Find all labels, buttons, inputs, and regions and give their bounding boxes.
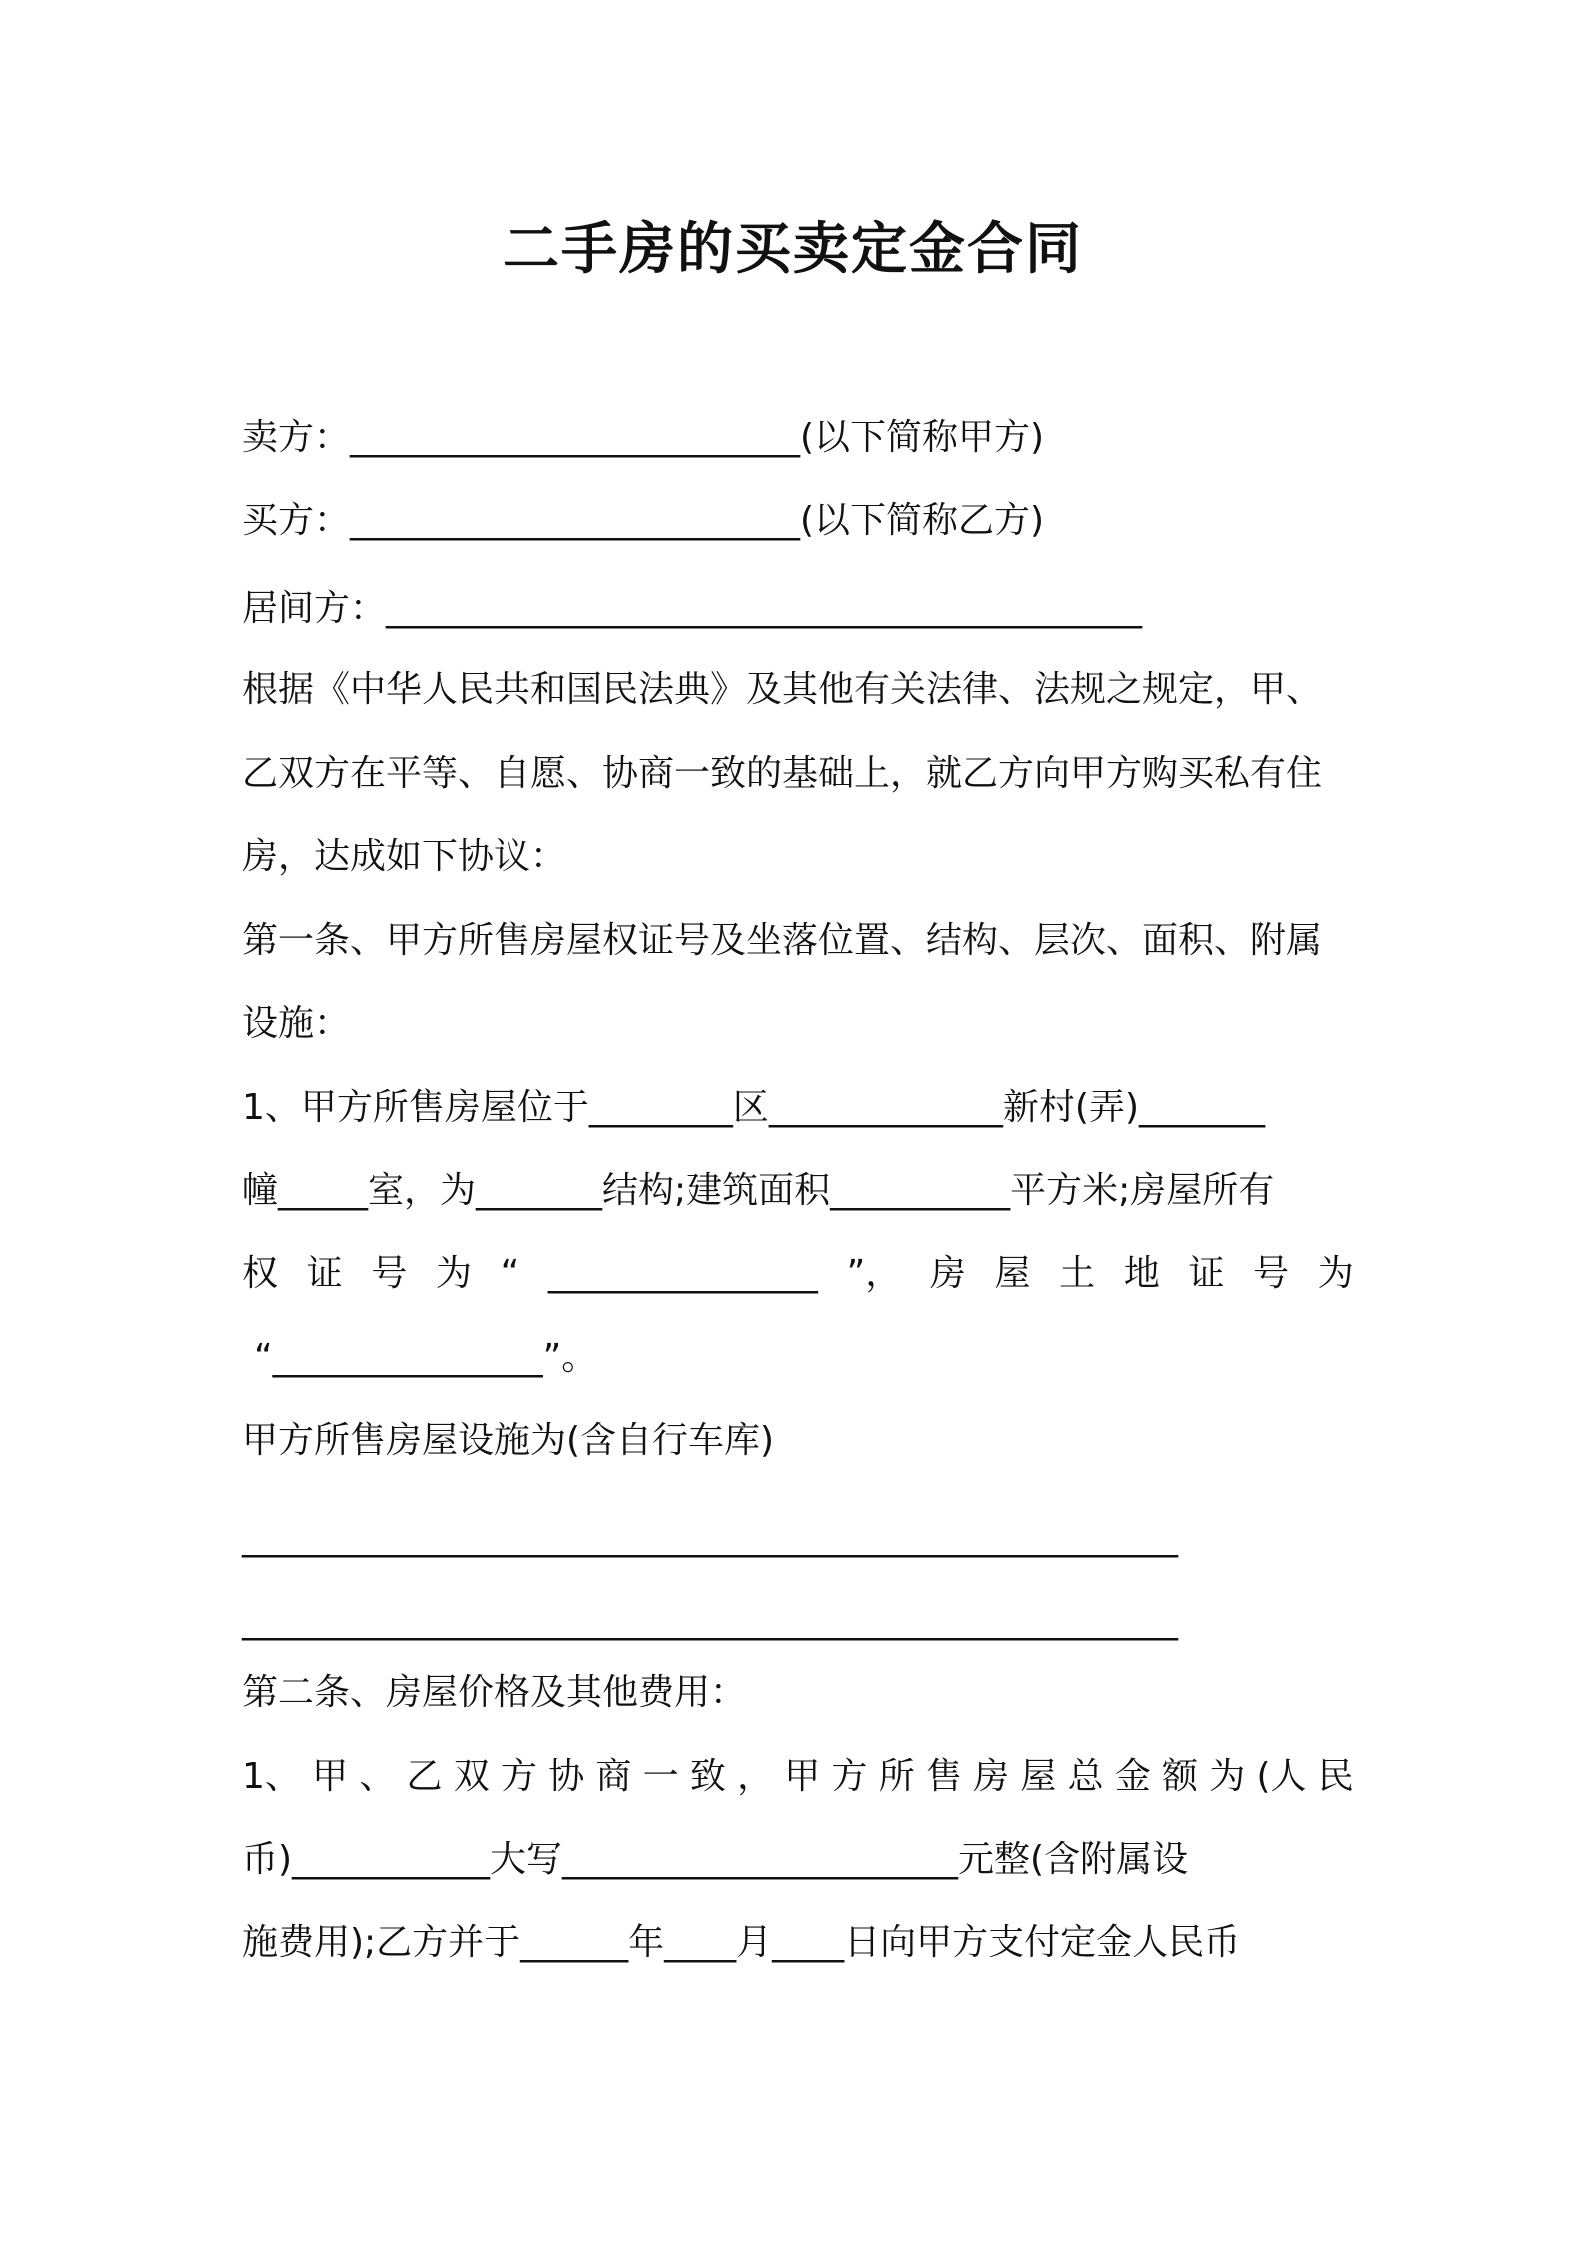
- spaced-char: 为: [1317, 1253, 1354, 1294]
- spaced-char: 售: [925, 1756, 962, 1797]
- spaced-char: 致: [689, 1756, 726, 1797]
- facilities-label: 甲方所售房屋设施为(含自行车库): [242, 1420, 775, 1461]
- certificate-blank: _______________: [547, 1253, 818, 1294]
- article-2-item-1: 施费用);乙方并于______年____月____日向甲方支付定金人民币: [242, 1922, 1241, 1963]
- buyer-line: 买方：_________________________(以下简称乙方): [242, 500, 1045, 541]
- spaced-char: 额: [1162, 1756, 1199, 1797]
- preamble-line: 乙双方在平等、自愿、协商一致的基础上，就乙方向甲方购买私有住: [242, 753, 1323, 794]
- spaced-char: 双: [453, 1756, 490, 1797]
- article-1-heading: 设施：: [242, 1003, 351, 1044]
- spaced-char: “: [500, 1253, 520, 1294]
- spaced-char: 协: [548, 1756, 585, 1797]
- spaced-char: 屋: [1020, 1756, 1057, 1797]
- spaced-char: 、: [359, 1756, 396, 1797]
- spaced-char: 1、: [242, 1756, 301, 1797]
- article-2-item-1: 币)___________大写______________________元整(含附属设: [242, 1839, 1189, 1880]
- spaced-char: 证: [1188, 1253, 1225, 1294]
- spaced-char: 甲: [784, 1756, 821, 1797]
- article-1-item-1-justified: [242, 1250, 1354, 1298]
- article-1-item-1: 1、甲方所售房屋位于________区_____________新村(弄)_______: [242, 1087, 1265, 1128]
- blank-fill-line: ____________________________________________________: [242, 1600, 1178, 1641]
- spaced-char: 所: [878, 1756, 915, 1797]
- spaced-char: 地: [1123, 1253, 1160, 1294]
- spaced-char: (人: [1256, 1756, 1307, 1797]
- spaced-char: 为: [435, 1253, 472, 1294]
- spaced-char: 房: [973, 1756, 1010, 1797]
- seller-line: 卖方：_________________________(以下简称甲方): [242, 417, 1045, 458]
- spaced-char: 一: [642, 1756, 679, 1797]
- spaced-char: 甲: [312, 1756, 349, 1797]
- preamble-line: 房，达成如下协议：: [242, 836, 567, 877]
- spaced-char: 土: [1059, 1253, 1096, 1294]
- article-2-item-1-justified: [242, 1753, 1354, 1801]
- blank-fill-line: ____________________________________________________: [242, 1517, 1178, 1558]
- article-1-heading: 第一条、甲方所售房屋权证号及坐落位置、结构、层次、面积、附属: [242, 920, 1323, 961]
- spaced-char: ”，: [846, 1253, 902, 1294]
- spaced-char: 金: [1114, 1756, 1151, 1797]
- spaced-char: 方: [500, 1756, 537, 1797]
- preamble-line: 根据《中华人民共和国民法典》及其他有关法律、法规之规定，甲、: [242, 669, 1323, 710]
- spaced-char: 商: [595, 1756, 632, 1797]
- spaced-char: 屋: [994, 1253, 1031, 1294]
- spaced-char: 证: [306, 1253, 343, 1294]
- spaced-char: 权: [242, 1253, 279, 1294]
- agent-line: 居间方：__________________________________________: [242, 588, 1143, 629]
- spaced-char: 总: [1067, 1756, 1104, 1797]
- article-1-item-1: 幢_____室，为_______结构;建筑面积__________平方米;房屋所有: [242, 1170, 1275, 1211]
- document-title: 二手房的买卖定金合同: [503, 217, 1083, 282]
- spaced-char: 民: [1317, 1756, 1354, 1797]
- spaced-char: 乙: [406, 1756, 443, 1797]
- spaced-char: 号: [1253, 1253, 1290, 1294]
- article-2-heading: 第二条、房屋价格及其他费用：: [242, 1672, 747, 1713]
- spaced-char: 号: [371, 1253, 408, 1294]
- spaced-char: 为: [1209, 1756, 1246, 1797]
- spaced-char: 方: [831, 1756, 868, 1797]
- spaced-char: ，: [737, 1756, 774, 1797]
- spaced-char: 房: [929, 1253, 966, 1294]
- land-certificate-line: “_______________”。: [254, 1337, 598, 1378]
